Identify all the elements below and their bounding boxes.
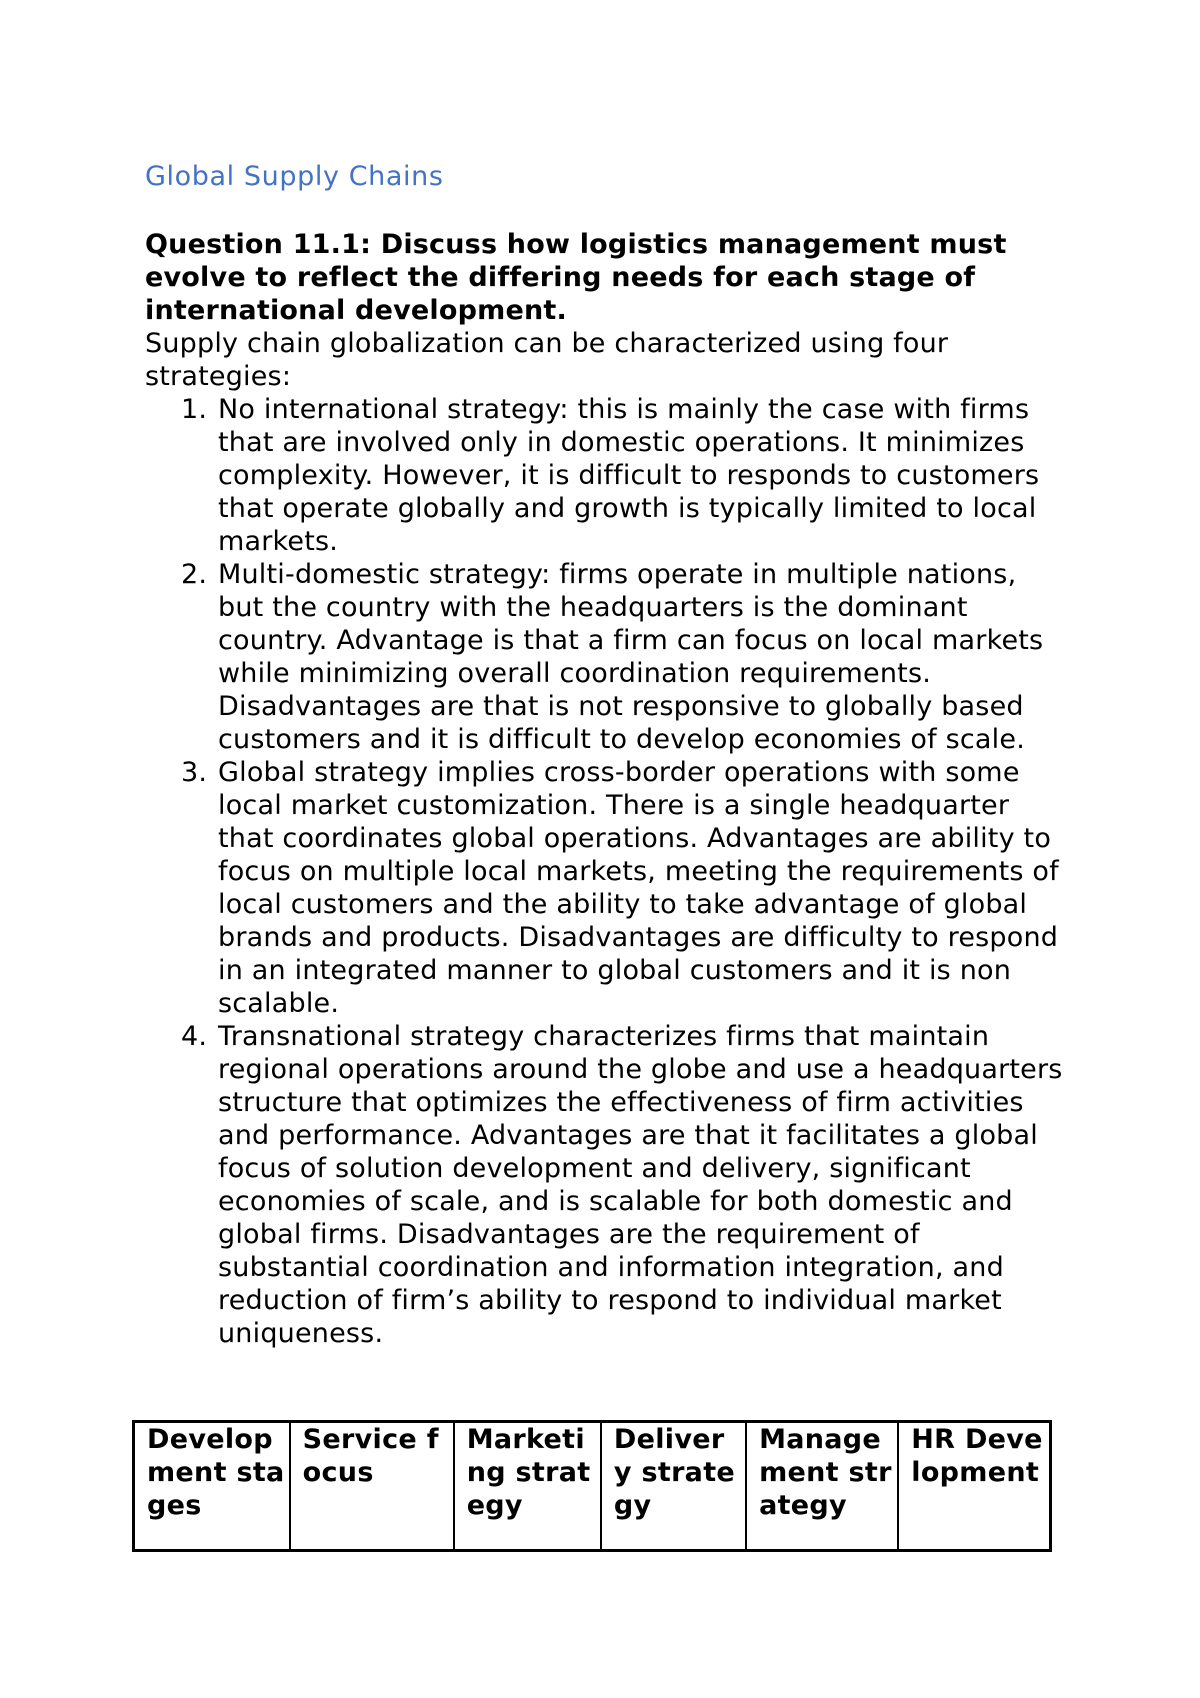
strategy-list	[145, 393, 1065, 1350]
table-header-cell: HR Development	[898, 1422, 1050, 1551]
development-stages-table	[132, 1420, 1052, 1552]
table-header-row	[134, 1422, 1051, 1551]
list-item-text: Transnational strategy characterizes firms that maintain regional operations around the globe and use a headquarters structure that optimizes the effectiveness of firm activities and performance. Advantages are that it facilitates a global focus of solution development and delivery, significant economies of scale, and is scalable for both domestic and global firms. Disadvantages are the requirement of substantial coordination and information integration, and reduction of firm’s ability to respond to individual market uniqueness.	[218, 1021, 1063, 1349]
table-header-cell: Development stages	[134, 1422, 290, 1551]
list-item-number: 3.	[181, 757, 208, 788]
list-item-text: No international strategy: this is mainly the case with firms that are involved only in domestic operations. It minimizes complexity. However, it is difficult to responds to customers that operate globally and growth is typically limited to local markets.	[218, 394, 1040, 557]
document-title: Global Supply Chains	[145, 161, 444, 192]
list-item	[145, 393, 1065, 558]
table-header-cell: Service focus	[290, 1422, 454, 1551]
list-item-number: 1.	[181, 394, 208, 425]
list-item	[145, 1020, 1065, 1350]
question-heading: Question 11.1: Discuss how logistics management must evolve to reflect the differing needs for each stage of international development.	[145, 229, 1007, 326]
list-item-text: Global strategy implies cross-border operations with some local market customization. There is a single headquarter that coordinates global operations. Advantages are ability to focus on multiple local markets, meeting the requirements of local customers and the ability to take advantage of global brands and products. Disadvantages are difficulty to respond in an integrated manner to global customers and it is non scalable.	[218, 757, 1059, 1019]
list-item-text: Multi-domestic strategy: firms operate in multiple nations, but the country with the headquarters is the dominant country. Advantage is that a firm can focus on local markets while minimizing overall coordination requirements. Disadvantages are that is not responsive to globally based customers and it is difficult to develop economies of scale.	[218, 559, 1044, 755]
list-item-number: 2.	[181, 559, 208, 590]
table-header-cell: Delivery strategy	[601, 1422, 746, 1551]
list-item	[145, 558, 1065, 756]
intro-paragraph: Supply chain globalization can be characterized using four strategies:	[145, 328, 949, 392]
list-item	[145, 756, 1065, 1020]
list-item-number: 4.	[181, 1021, 208, 1052]
table-header-cell: Marketing strategy	[454, 1422, 601, 1551]
table-header-cell: Management strategy	[746, 1422, 898, 1551]
